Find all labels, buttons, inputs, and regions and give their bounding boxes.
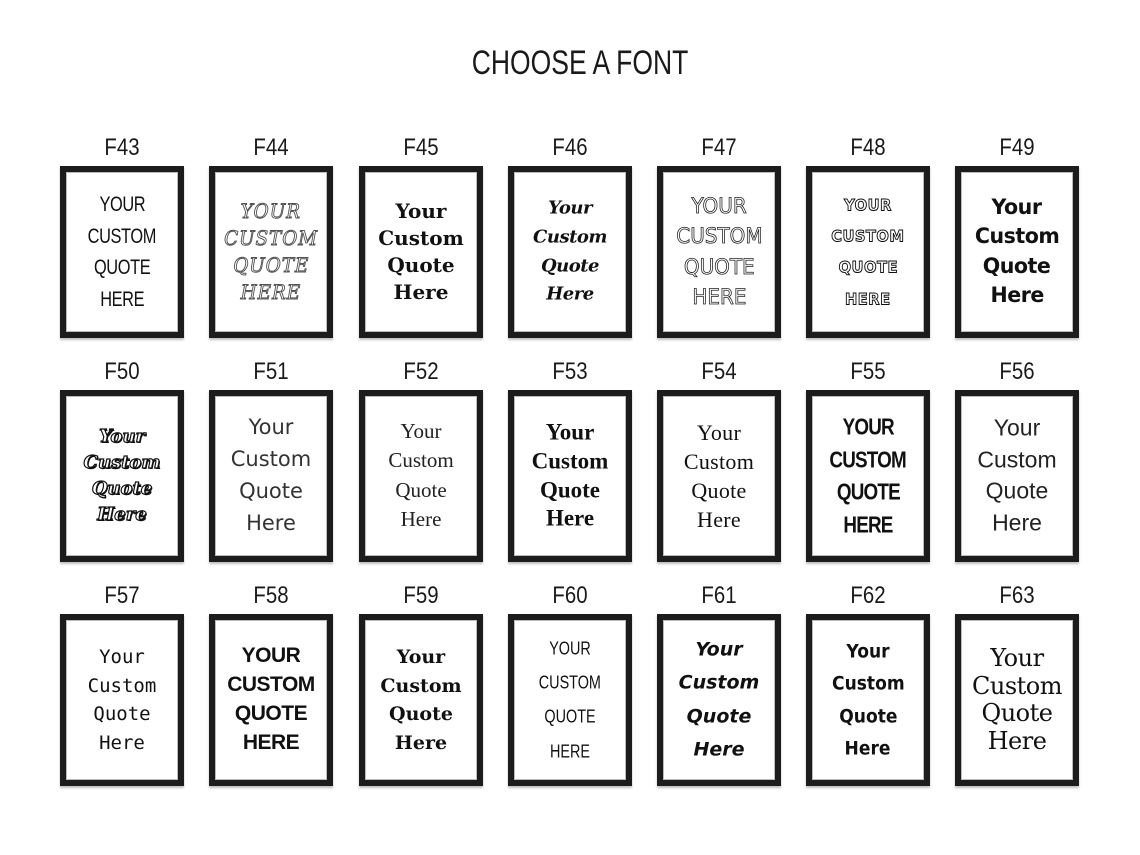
- quote-line: Custom: [531, 448, 609, 474]
- font-preview-quote: [812, 411, 924, 542]
- font-code-label: F56: [999, 358, 1035, 385]
- quote-line: YOUR: [691, 194, 747, 219]
- quote-line: Custom: [972, 671, 1062, 700]
- font-code-label: F54: [701, 358, 737, 385]
- quote-line: QUOTE: [234, 702, 308, 725]
- quote-line: Here: [99, 731, 145, 754]
- font-preview-frame[interactable]: [508, 614, 632, 786]
- font-preview-quote: [663, 418, 775, 534]
- font-preview-frame[interactable]: [955, 166, 1079, 338]
- quote-line: HERE: [691, 285, 747, 310]
- font-preview-frame[interactable]: [508, 390, 632, 562]
- font-preview-quote: [215, 642, 327, 758]
- quote-line: HERE: [242, 730, 300, 754]
- quote-line: Custom: [831, 672, 905, 695]
- quote-line: QUOTE: [836, 479, 900, 505]
- font-code-label: F51: [253, 358, 289, 385]
- font-code-label: F58: [253, 582, 289, 609]
- page-title: CHOOSE A FONT: [471, 44, 689, 82]
- quote-line: HERE: [240, 280, 302, 304]
- quote-line: Your: [99, 425, 145, 447]
- quote-line: Here: [545, 505, 595, 531]
- font-preview-frame[interactable]: [60, 390, 184, 562]
- quote-line: Your: [991, 195, 1042, 220]
- font-code-label: F61: [701, 582, 737, 609]
- quote-line: Here: [693, 738, 745, 761]
- quote-line: Quote: [395, 478, 447, 502]
- quote-line: Your: [395, 199, 447, 223]
- quote-line: HERE: [843, 511, 893, 538]
- font-preview-frame[interactable]: [657, 614, 781, 786]
- font-code-label: F60: [552, 582, 588, 609]
- font-preview-quote: [215, 412, 327, 540]
- font-preview-quote: [66, 189, 178, 315]
- font-preview-quote: [961, 645, 1073, 755]
- font-preview-quote: [663, 191, 775, 313]
- quote-line: CUSTOM: [829, 446, 907, 473]
- quote-line: Here: [987, 726, 1047, 755]
- quote-line: Custom: [388, 448, 454, 473]
- quote-line: QUOTE: [683, 255, 755, 279]
- quote-line: QUOTE: [233, 253, 309, 277]
- quote-line: Custom: [87, 674, 157, 697]
- quote-line: Quote: [91, 478, 153, 499]
- font-preview-frame[interactable]: [806, 166, 930, 338]
- quote-line: Here: [393, 280, 449, 304]
- font-preview-frame[interactable]: [806, 614, 930, 786]
- font-preview-quote: [215, 198, 327, 306]
- quote-line: Custom: [378, 226, 464, 250]
- quote-line: Your: [99, 646, 145, 668]
- font-preview-quote: [365, 198, 477, 306]
- font-preview-frame[interactable]: [209, 166, 333, 338]
- quote-line: Quote: [691, 478, 747, 503]
- font-code-label: F44: [253, 134, 289, 161]
- font-code-label: F48: [850, 134, 886, 161]
- quote-line: Here: [697, 507, 741, 533]
- font-preview-quote: [66, 424, 178, 528]
- quote-line: HERE: [845, 289, 891, 309]
- quote-line: Here: [546, 283, 594, 305]
- font-preview-quote: [961, 193, 1073, 311]
- quote-line: Here: [394, 731, 448, 754]
- quote-line: Here: [990, 283, 1044, 308]
- font-code-label: F59: [403, 582, 439, 609]
- font-code-label: F45: [403, 134, 439, 161]
- font-preview-frame[interactable]: [657, 166, 781, 338]
- quote-line: YOUR: [240, 199, 302, 223]
- quote-line: Custom: [974, 224, 1060, 249]
- quote-line: YOUR: [844, 195, 892, 215]
- quote-line: Here: [246, 510, 296, 535]
- quote-line: CUSTOM: [87, 224, 157, 248]
- quote-line: CUSTOM: [538, 672, 602, 693]
- quote-line: Your: [400, 419, 442, 444]
- font-code-label: F53: [552, 358, 588, 385]
- quote-line: YOUR: [241, 644, 301, 668]
- quote-line: Quote: [239, 479, 303, 503]
- font-code-label: F63: [999, 582, 1035, 609]
- quote-line: Your: [695, 638, 743, 661]
- quote-line: Custom: [533, 226, 607, 248]
- font-preview-frame[interactable]: [359, 390, 483, 562]
- quote-line: Your: [545, 419, 595, 445]
- font-preview-frame[interactable]: [60, 614, 184, 786]
- font-preview-quote: [812, 190, 924, 315]
- font-preview-quote: [812, 635, 924, 764]
- quote-line: Custom: [230, 447, 312, 472]
- font-preview-quote: [961, 413, 1073, 540]
- font-preview-quote: [365, 643, 477, 757]
- font-code-label: F43: [104, 134, 140, 161]
- font-preview-frame[interactable]: [657, 390, 781, 562]
- quote-line: Quote: [539, 477, 601, 502]
- quote-line: Here: [400, 507, 442, 532]
- font-code-label: F46: [552, 134, 588, 161]
- quote-line: Custom: [83, 451, 161, 473]
- quote-line: Custom: [977, 446, 1057, 473]
- quote-line: Here: [992, 509, 1042, 536]
- quote-line: Your: [990, 643, 1044, 672]
- quote-line: Your: [846, 640, 890, 663]
- quote-line: QUOTE: [544, 707, 596, 727]
- quote-line: Quote: [981, 699, 1053, 727]
- font-code-label: F62: [850, 582, 886, 609]
- font-preview-quote: [66, 643, 178, 757]
- quote-line: Quote: [389, 703, 453, 725]
- quote-line: YOUR: [842, 413, 894, 440]
- quote-line: CUSTOM: [831, 226, 905, 246]
- font-preview-frame[interactable]: [508, 166, 632, 338]
- quote-line: Custom: [678, 671, 760, 694]
- quote-line: Quote: [387, 253, 455, 277]
- font-preview-frame[interactable]: [359, 614, 483, 786]
- quote-line: CUSTOM: [224, 226, 318, 250]
- quote-line: Quote: [985, 478, 1049, 504]
- font-preview-frame[interactable]: [60, 166, 184, 338]
- font-preview-quote: [663, 634, 775, 767]
- quote-line: Quote: [540, 255, 600, 276]
- font-code-label: F55: [850, 358, 886, 385]
- quote-line: Your: [993, 414, 1041, 441]
- quote-line: Your: [548, 197, 592, 219]
- font-code-label: F49: [999, 134, 1035, 161]
- quote-line: QUOTE: [838, 258, 898, 277]
- quote-line: Your: [396, 646, 446, 668]
- quote-line: Quote: [686, 705, 752, 727]
- font-preview-quote: [365, 417, 477, 535]
- quote-line: YOUR: [549, 638, 591, 659]
- quote-line: Here: [97, 504, 147, 526]
- quote-line: CUSTOM: [227, 673, 315, 697]
- font-preview-frame[interactable]: [209, 614, 333, 786]
- quote-line: CUSTOM: [675, 224, 763, 249]
- font-code-label: F52: [403, 358, 439, 385]
- quote-line: Your: [696, 419, 742, 445]
- quote-line: Quote: [983, 254, 1051, 278]
- quote-line: HERE: [100, 287, 144, 311]
- font-code-label: F47: [701, 134, 737, 161]
- quote-line: HERE: [549, 741, 590, 762]
- quote-line: QUOTE: [93, 256, 151, 279]
- font-preview-quote: [514, 194, 626, 309]
- quote-line: Quote: [93, 703, 151, 725]
- font-preview-frame[interactable]: [955, 390, 1079, 562]
- font-preview-quote: [514, 632, 626, 769]
- font-preview-quote: [514, 419, 626, 534]
- font-code-label: F57: [104, 582, 140, 609]
- quote-line: Your: [248, 415, 294, 440]
- quote-line: Custom: [380, 674, 462, 697]
- font-preview-frame[interactable]: [806, 390, 930, 562]
- font-code-label: F50: [104, 358, 140, 385]
- font-preview-frame[interactable]: [209, 390, 333, 562]
- font-preview-frame[interactable]: [359, 166, 483, 338]
- quote-line: YOUR: [99, 193, 145, 216]
- quote-line: Custom: [683, 448, 755, 474]
- quote-line: Quote: [838, 705, 898, 727]
- font-preview-frame[interactable]: [955, 614, 1079, 786]
- quote-line: Here: [845, 737, 891, 760]
